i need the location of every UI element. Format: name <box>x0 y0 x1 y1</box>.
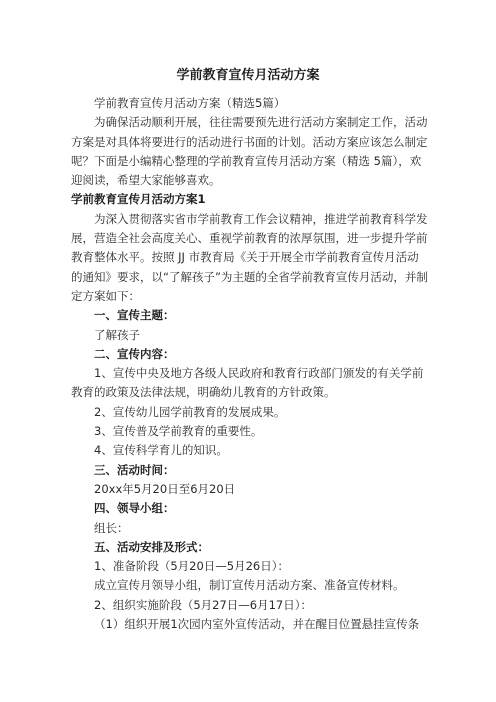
list-item: 3、宣传普及学前教育的重要性。 <box>94 424 263 439</box>
subheading-leadership: 四、领导小组： <box>94 501 175 516</box>
paragraph: 20xx年5月20日至6月20日 <box>94 481 236 496</box>
list-item: 2、宣传幼儿园学前教育的发展成果。 <box>94 404 286 419</box>
paragraph: 成立宣传月领导小组，制订宣传月活动方案、准备宣传材料。 <box>94 578 405 593</box>
subheading-content: 二、宣传内容： <box>94 346 175 361</box>
paragraph-subtitle: 学前教育宣传月活动方案（精选5篇） <box>94 96 286 110</box>
list-item: （1）组织开展1次园内室外宣传活动，并在醒目位置悬挂宣传条 <box>94 617 420 632</box>
list-item: 2、组织实施阶段（5月27日—6月17日）： <box>94 597 312 612</box>
document-title: 学前教育宣传月活动方案 <box>176 68 320 83</box>
list-item: 1、准备阶段（5月20日—5月26日）： <box>94 559 289 574</box>
subheading-time: 三、活动时间： <box>94 462 175 477</box>
list-item: 1、宣传中央及地方各级人民政府和教育行政部门颁发的有关学前教育的政策及法律法规，明确幼儿教育的方针政策。 <box>71 366 424 400</box>
subheading-theme: 一、宣传主题： <box>94 308 175 323</box>
paragraph: 为深入贯彻落实省市学前教育工作会议精神，推进学前教育科学发展，营造全社会高度关心、重视学前教育的浓厚氛围，进一步提升学前教育整体水平。按照 JJ 市教育局《关于开展全市学前教育宣传月活动的通知》要求，以“了解孩子”为主题的全省学前教育宣传月活动，并制定方案如下： <box>71 211 428 303</box>
section-heading: 学前教育宣传月活动方案1 <box>71 192 206 207</box>
document-body <box>71 94 429 634</box>
paragraph: 了解孩子 <box>94 327 140 342</box>
paragraph: 组长： <box>94 520 129 535</box>
subheading-arrangement: 五、活动安排及形式： <box>94 539 209 554</box>
paragraph-intro: 为确保活动顺利开展，往往需要预先进行活动方案制定工作，活动方案是对具体将要进行的活动进行书面的计划。活动方案应该怎么制定呢？下面是小编精心整理的学前教育宣传月活动方案（精选 5篇），欢迎阅读，希望大家能够喜欢。 <box>71 115 428 188</box>
list-item: 4、宣传科学育儿的知识。 <box>94 443 228 458</box>
